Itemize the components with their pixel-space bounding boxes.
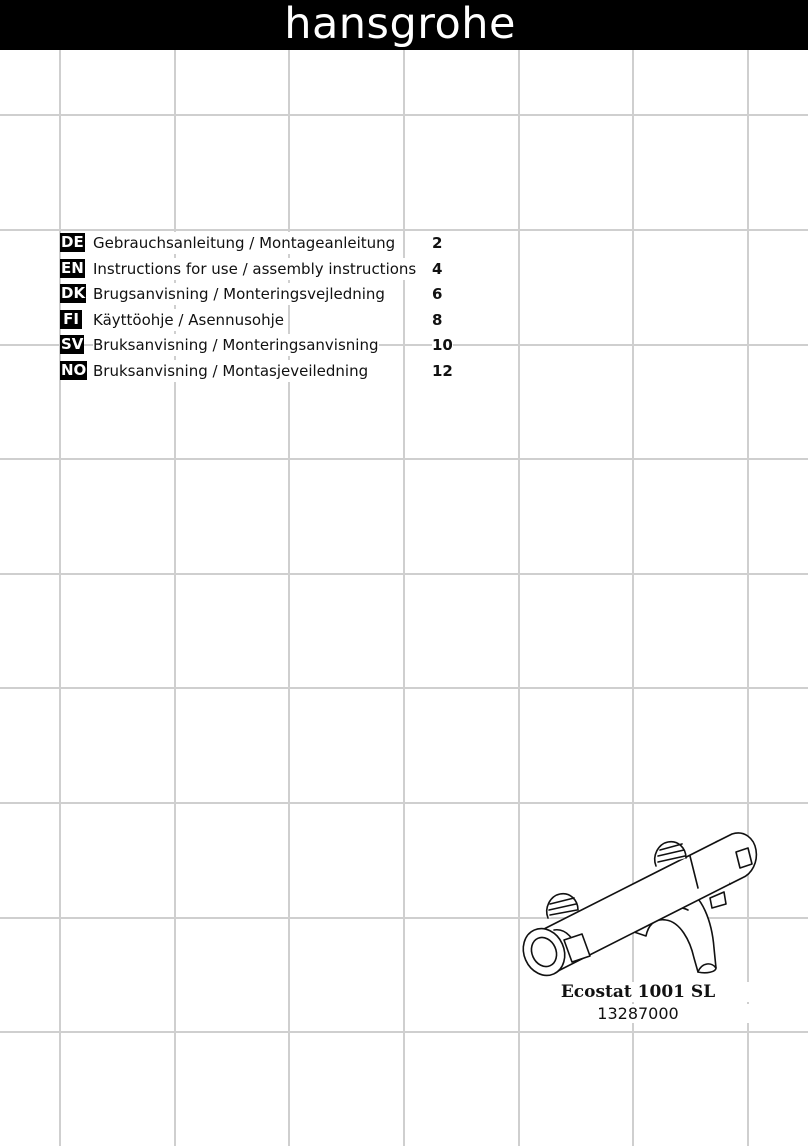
grid-line [403, 50, 405, 1146]
grid-line [59, 50, 61, 1146]
toc-page-number: 8 [432, 310, 443, 329]
grid-line [0, 802, 808, 804]
toc-row-en [60, 256, 480, 282]
grid-line [0, 458, 808, 460]
toc-label: Gebrauchsanleitung / Montageanleitung [93, 234, 396, 252]
grid-line [0, 573, 808, 575]
language-contents-list [60, 230, 480, 384]
product-number: 13287000 [520, 1004, 756, 1023]
toc-row-fi [60, 307, 480, 333]
header-bar [0, 0, 808, 50]
toc-label: Käyttöohje / Asennusohje [93, 310, 284, 329]
toc-page-number: 6 [432, 285, 443, 304]
language-code-badge: EN [61, 258, 84, 277]
language-code-badge: DE [61, 233, 84, 251]
grid-line [0, 687, 808, 689]
grid-line [174, 50, 176, 1146]
toc-page-number: 2 [432, 234, 443, 252]
toc-label: Bruksanvisning / Montasjeveiledning [93, 361, 369, 380]
toc-label: Brugsanvisning / Monteringsvejledning [93, 285, 385, 304]
toc-row-de [60, 230, 480, 256]
language-code-badge: DK [61, 284, 86, 303]
grid-line [0, 1031, 808, 1033]
language-code-badge: FI [60, 310, 82, 329]
toc-label: Bruksanvisning / Monteringsanvisning [93, 336, 379, 355]
toc-row-sv [60, 332, 480, 358]
toc-row-dk [60, 281, 480, 307]
toc-page-number: 12 [432, 361, 453, 380]
grid-line [288, 50, 290, 1146]
product-name: Ecostat 1001 SL [520, 982, 756, 1002]
language-code-badge: NO [61, 360, 87, 379]
toc-row-no [60, 358, 480, 384]
brand-logo: hansgrohe [284, 0, 516, 49]
toc-page-number: 4 [432, 259, 443, 278]
thermostat-mixer-illustration [520, 822, 760, 982]
toc-label: Instructions for use / assembly instructions [93, 259, 417, 278]
language-code-badge: SV [61, 335, 84, 354]
toc-page-number: 10 [432, 336, 453, 355]
grid-line [0, 114, 808, 116]
